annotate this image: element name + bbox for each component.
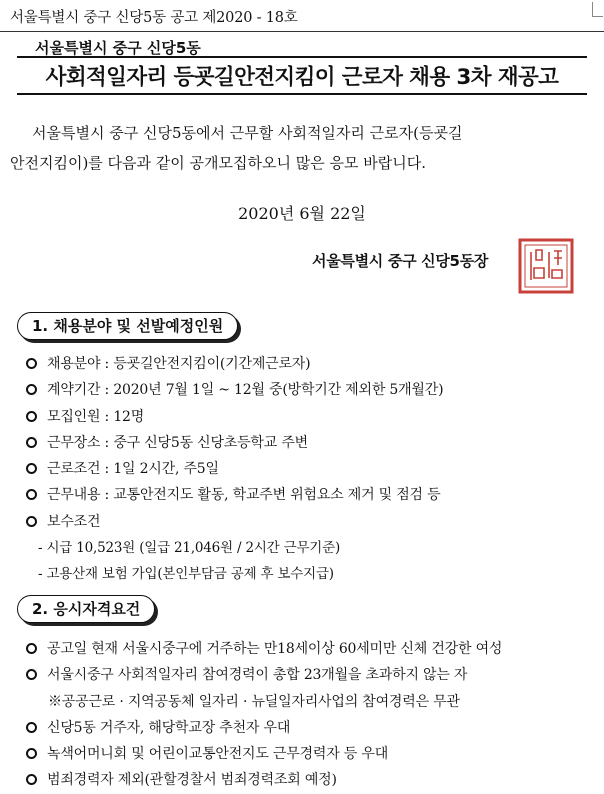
pay-sub-item: - 고용산재 보험 가입(본인부담금 공제 후 보수지급) xyxy=(38,566,334,583)
header-divider xyxy=(0,31,604,32)
circle-bullet-icon xyxy=(26,489,37,500)
pay-sub-item: - 시급 10,523원 (일급 21,046원 / 2시간 근무기준) xyxy=(38,540,341,557)
list-item: 모집인원 : 12명 xyxy=(26,404,600,430)
circle-bullet-icon xyxy=(26,516,37,527)
organization-subtitle: 서울특별시 중구 신당5동 xyxy=(35,39,201,57)
list-item: 근무내용 : 교통안전지도 활동, 학교주변 위험요소 제거 및 점검 등 xyxy=(26,482,600,508)
section-1-heading: 1. 채용분야 및 선발예정인원 xyxy=(17,312,238,340)
circle-bullet-icon xyxy=(26,437,37,448)
list-item: 근무장소 : 중구 신당5동 신당초등학교 주변 xyxy=(26,430,600,456)
circle-bullet-icon xyxy=(26,748,37,759)
list-item: 공고일 현재 서울시중구에 거주하는 만18세이상 60세미만 신체 건강한 여성 xyxy=(26,636,600,662)
document-header xyxy=(0,0,604,32)
circle-bullet-icon xyxy=(26,722,37,733)
issuer-name: 서울특별시 중구 신당5동장 xyxy=(312,252,489,270)
circle-bullet-icon xyxy=(26,669,37,680)
section-1-list xyxy=(26,351,600,588)
intro-line-1: 서울특별시 중구 신당5동에서 근무할 사회적일자리 근로자(등굣길 xyxy=(32,124,463,142)
title-top-rule xyxy=(17,56,587,58)
section-2-list xyxy=(26,636,600,794)
intro-paragraph xyxy=(10,118,600,178)
section-2-heading: 2. 응시자격요건 xyxy=(17,595,155,623)
document-number: 서울특별시 중구 신당5동 공고 제2020 - 18호 xyxy=(10,10,298,26)
intro-line-2: 안전지킴이)를 다음과 같이 공개모집하오니 많은 응모 바랍니다. xyxy=(10,154,426,172)
circle-bullet-icon xyxy=(26,463,37,474)
list-item: 근로조건 : 1일 2시간, 주5일 xyxy=(26,456,600,482)
list-item: 계약기간 : 2020년 7월 1일 ~ 12월 중(방학기간 제외한 5개월간) xyxy=(26,377,600,403)
circle-bullet-icon xyxy=(26,411,37,422)
list-item: 보수조건 xyxy=(26,509,600,535)
title-bottom-rule xyxy=(17,93,587,95)
circle-bullet-icon xyxy=(26,774,37,785)
circle-bullet-icon xyxy=(26,358,37,369)
list-item: 녹색어머니회 및 어린이교통안전지도 근무경력자 등 우대 xyxy=(26,741,600,767)
list-item: 서울시중구 사회적일자리 참여경력이 총합 23개월을 초과하지 않는 자 xyxy=(26,662,600,688)
circle-bullet-icon xyxy=(26,643,37,654)
eligibility-note: ※공공근로 · 지역공동체 일자리 · 뉴딜일자리사업의 참여경력은 무관 xyxy=(48,693,460,710)
page-corner-mark xyxy=(592,2,603,17)
list-item: 범죄경력자 제외(관할경찰서 범죄경력조회 예정) xyxy=(26,767,600,793)
announcement-date: 2020년 6월 22일 xyxy=(238,204,366,223)
page-title: 사회적일자리 등굣길안전지킴이 근로자 채용 3차 재공고 xyxy=(45,65,559,90)
circle-bullet-icon xyxy=(26,384,37,395)
list-item: 채용분야 : 등굣길안전지킴이(기간제근로자) xyxy=(26,351,600,377)
list-item: 신당5동 거주자, 해당학교장 추천자 우대 xyxy=(26,715,600,741)
official-seal-icon xyxy=(516,236,576,296)
